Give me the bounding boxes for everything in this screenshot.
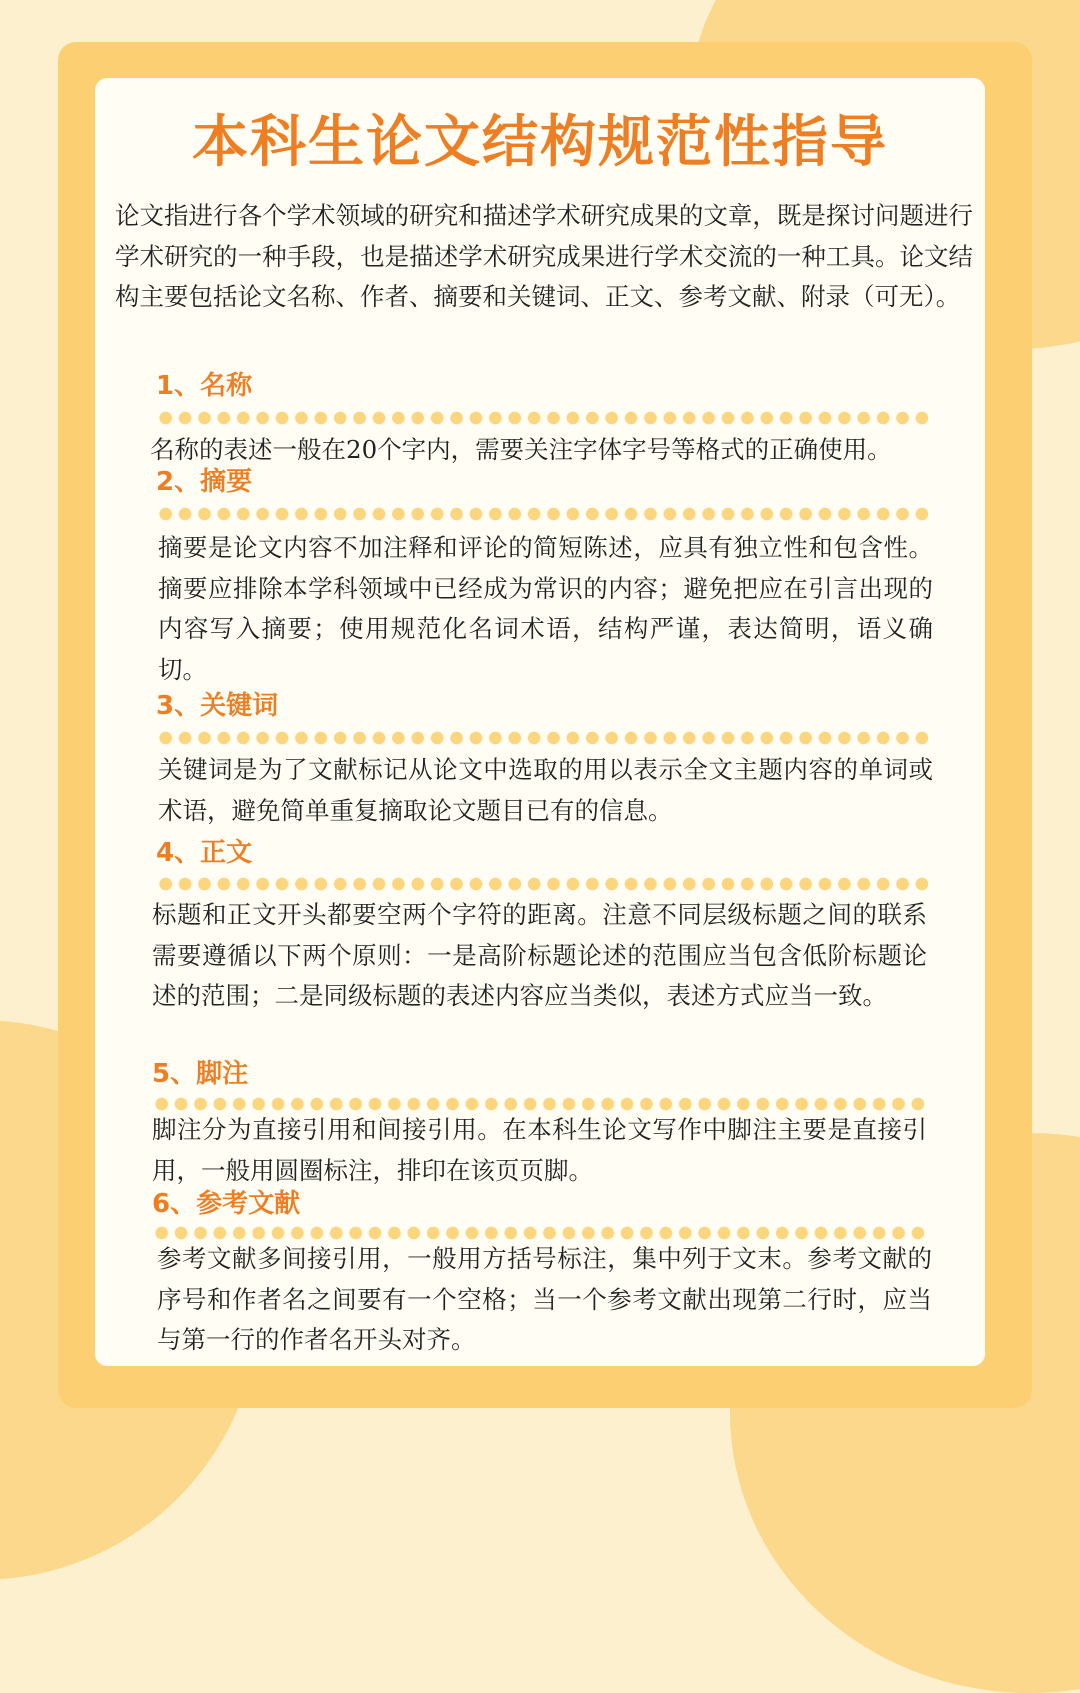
section-heading-footnotes: 5、脚注 xyxy=(152,1059,249,1089)
section-heading-keywords: 3、关键词 xyxy=(156,691,279,721)
dotted-divider xyxy=(156,411,928,425)
section-body-main-text: 标题和正文开头都要空两个字符的距离。注意不同层级标题之间的联系需要遵循以下两个原则：一是高阶标题论述的范围应当包含低阶标题论述的范围；二是同级标题的表述内容应当类似，表述方式应当一致。 xyxy=(152,900,927,1010)
dotted-divider xyxy=(152,1097,924,1111)
dotted-divider xyxy=(156,507,928,521)
section-heading-references: 6、参考文献 xyxy=(152,1189,301,1219)
section-heading-main-text: 4、正文 xyxy=(156,838,253,868)
dotted-divider xyxy=(156,877,928,891)
section-body-abstract: 摘要是论文内容不加注释和评论的简短陈述，应具有独立性和包含性。摘要应排除本学科领域中已经成为常识的内容；避免把应在引言出现的内容写入摘要；使用规范化名词术语，结构严谨，表达简明，语义确切。 xyxy=(158,533,933,684)
section-heading-abstract: 2、摘要 xyxy=(156,467,253,497)
section-heading-name: 1、名称 xyxy=(156,371,253,401)
section-body-references: 参考文献多间接引用，一般用方括号标注，集中列于文末。参考文献的序号和作者名之间要有一个空格；当一个参考文献出现第二行时，应当与第一行的作者名开头对齐。 xyxy=(157,1244,932,1354)
page-title: 本科生论文结构规范性指导 xyxy=(192,110,888,175)
dotted-divider xyxy=(156,731,928,745)
section-body-keywords: 关键词是为了文献标记从论文中选取的用以表示全文主题内容的单词或术语，避免简单重复摘取论文题目已有的信息。 xyxy=(158,755,933,825)
dotted-divider xyxy=(152,1226,924,1240)
section-body-footnotes: 脚注分为直接引用和间接引用。在本科生论文写作中脚注主要是直接引用，一般用圆圈标注，排印在该页页脚。 xyxy=(152,1115,927,1185)
section-body-name: 名称的表述一般在20个字内，需要关注字体字号等格式的正确使用。 xyxy=(150,435,892,464)
intro-paragraph: 论文指进行各个学术领域的研究和描述学术研究成果的文章，既是探讨问题进行学术研究的一种手段，也是描述学术研究成果进行学术交流的一种工具。论文结构主要包括论文名称、作者、摘要和关键词、正文、参考文献、附录（可无）。 xyxy=(115,201,973,311)
